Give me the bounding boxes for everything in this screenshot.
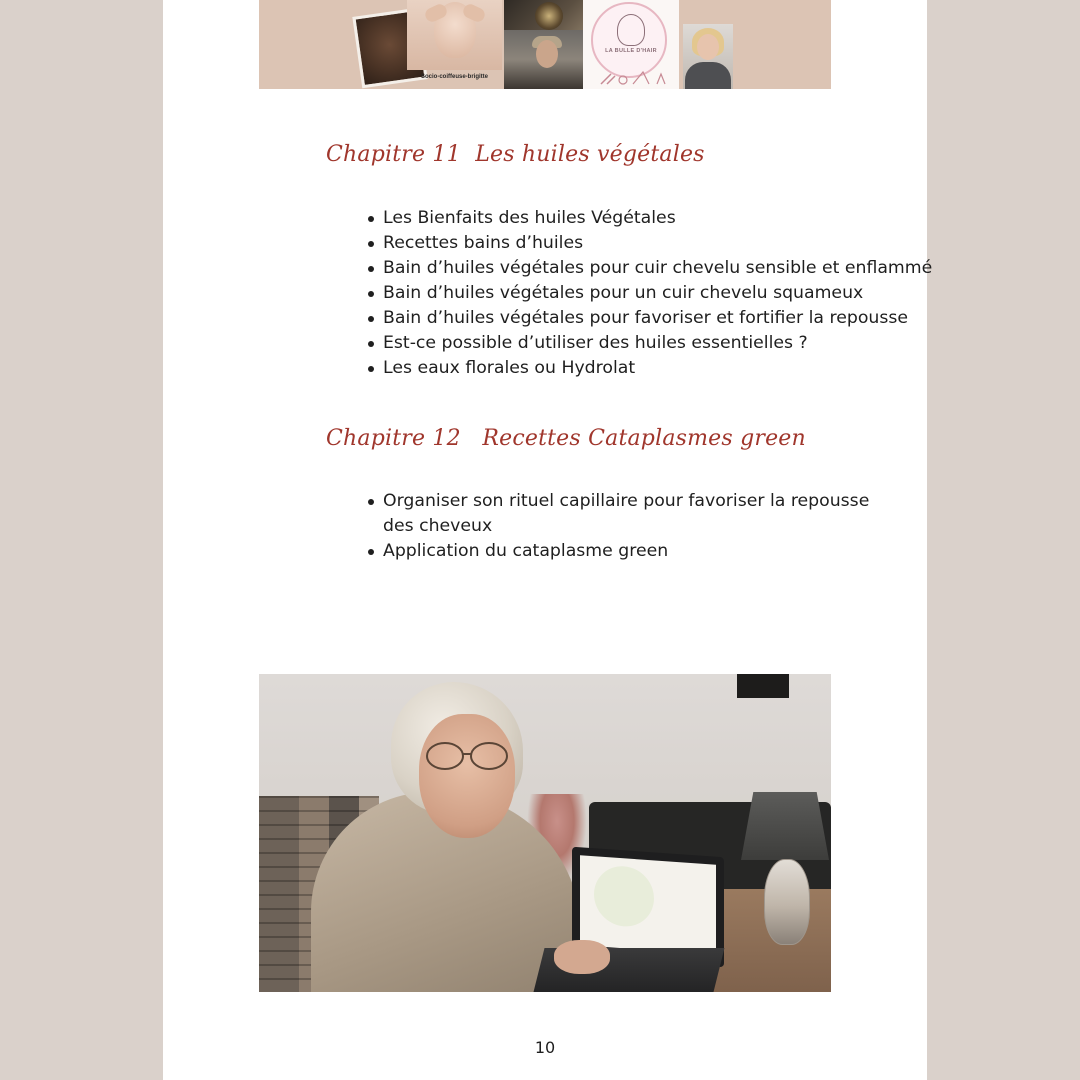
logo-text: LA BULLE D'HAIR: [605, 48, 657, 54]
header-collage-image: [259, 0, 831, 89]
document-page: [163, 0, 933, 1080]
chapter-11-list: [368, 206, 932, 381]
list-item: Les eaux florales ou Hydrolat: [368, 356, 932, 381]
brigitte-portrait-photo: [683, 24, 733, 89]
list-item: Les Bienfaits des huiles Végétales: [368, 206, 932, 231]
list-item: Est-ce possible d’utiliser des huiles essentielles ?: [368, 331, 932, 356]
collage-caption: Socio-coiffeuse-brigitte: [421, 74, 489, 80]
list-item: Application du cataplasme green: [368, 539, 869, 564]
bowl-photo: [535, 2, 563, 30]
list-item-line: des cheveux: [383, 516, 493, 536]
page-number: 10: [534, 1038, 556, 1057]
list-item-line: Organiser son rituel capillaire pour favoriser la repousse: [383, 491, 870, 511]
brand-logo: [583, 0, 679, 89]
list-item: [368, 489, 869, 539]
lamp: [741, 792, 829, 860]
list-item: Bain d’huiles végétales pour favoriser et fortifier la repousse: [368, 306, 932, 331]
glasses-icon: [419, 738, 515, 774]
chapter-12-title: Chapitre 12 Recettes Cataplasmes green: [326, 426, 806, 451]
scissors-icon: [599, 70, 669, 86]
author-laptop-photo: [259, 674, 831, 992]
chapter-12-list: [368, 489, 869, 564]
woman-scarf-photo: [504, 30, 592, 89]
list-item: Bain d’huiles végétales pour un cuir chevelu squameux: [368, 281, 932, 306]
list-item: Recettes bains d’huiles: [368, 231, 932, 256]
bald-woman-photo: [407, 0, 502, 70]
list-item: Bain d’huiles végétales pour cuir chevelu sensible et enflammé: [368, 256, 932, 281]
chapter-11-title: Chapitre 11 Les huiles végétales: [326, 142, 705, 167]
